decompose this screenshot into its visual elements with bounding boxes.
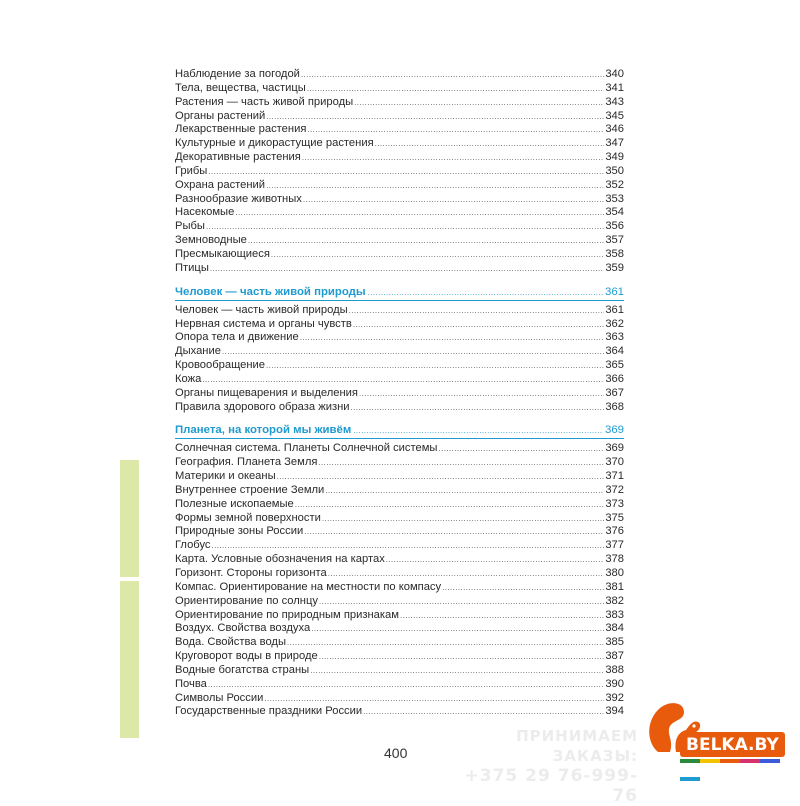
toc-group-1 — [175, 68, 624, 276]
toc-entry-title: Глобус — [175, 539, 211, 552]
toc-entry[interactable] — [175, 151, 624, 165]
toc-entry-page: 366 — [605, 372, 624, 385]
toc-entry-page: 385 — [605, 636, 624, 649]
dot-leader — [304, 525, 604, 539]
dot-leader — [319, 650, 605, 664]
toc-entry-page: 359 — [605, 261, 624, 274]
toc-entry-title: Компас. Ориентирование на местности по компасу — [175, 580, 442, 593]
toc-entry-title: Природные зоны России — [175, 525, 304, 538]
dot-leader — [307, 82, 605, 96]
toc-entry-title: Разнообразие животных — [175, 192, 302, 205]
logo-brand-text: BELKA.BY — [680, 732, 785, 757]
dot-leader — [206, 220, 604, 234]
toc-entry[interactable] — [175, 581, 624, 595]
toc-entry-title: Материки и океаны — [175, 470, 276, 483]
toc-entry-title: География. Планета Земля — [175, 456, 318, 469]
toc-entry[interactable] — [175, 220, 624, 234]
toc-entry[interactable] — [175, 456, 624, 470]
toc-entry-title: Символы России — [175, 691, 264, 704]
dot-leader — [202, 373, 604, 387]
dot-leader — [210, 262, 604, 276]
dot-leader — [266, 359, 604, 373]
logo-stripe — [680, 759, 798, 763]
toc-entry-page: 376 — [605, 525, 624, 538]
toc-entry-page: 346 — [605, 123, 624, 136]
toc-entry[interactable] — [175, 331, 624, 345]
dot-leader — [351, 401, 605, 415]
toc-entry[interactable] — [175, 82, 624, 96]
toc-entry-title: Птицы — [175, 261, 209, 274]
toc-entry-title: Пресмыкающиеся — [175, 247, 270, 260]
dot-leader — [354, 96, 604, 110]
toc-entry[interactable] — [175, 539, 624, 553]
watermark-line-1: ПРИНИМАЕМ ЗАКАЗЫ: — [516, 727, 638, 765]
toc-entry-title: Лекарственные растения — [175, 123, 307, 136]
toc-entry-page: 371 — [605, 470, 624, 483]
toc-entry-title: Почва — [175, 677, 207, 690]
toc-entry-page: 387 — [605, 650, 624, 663]
table-of-contents — [175, 68, 624, 719]
toc-entry[interactable] — [175, 692, 624, 706]
toc-entry[interactable] — [175, 636, 624, 650]
section-page-number: 361 — [604, 285, 624, 298]
toc-entry-page: 362 — [605, 317, 624, 330]
toc-group-2 — [175, 304, 624, 415]
toc-entry-page: 384 — [605, 622, 624, 635]
toc-entry[interactable] — [175, 470, 624, 484]
toc-entry[interactable] — [175, 567, 624, 581]
toc-entry-page: 392 — [605, 691, 624, 704]
toc-entry[interactable] — [175, 622, 624, 636]
dot-leader — [222, 345, 604, 359]
toc-entry[interactable] — [175, 553, 624, 567]
dot-leader — [318, 456, 604, 470]
dot-leader — [328, 567, 605, 581]
toc-entry[interactable] — [175, 650, 624, 664]
toc-entry-page: 363 — [605, 331, 624, 344]
dot-leader — [325, 484, 604, 498]
dot-leader — [438, 442, 604, 456]
toc-entry[interactable] — [175, 68, 624, 82]
toc-entry-title: Насекомые — [175, 206, 235, 219]
toc-entry-title: Органы растений — [175, 109, 266, 122]
toc-entry-page: 347 — [605, 137, 624, 150]
page-number: 400 — [384, 745, 408, 761]
section-title: Человек — часть живой природы — [175, 285, 366, 298]
toc-entry-page: 354 — [605, 206, 624, 219]
toc-entry-page: 383 — [605, 608, 624, 621]
toc-entry-title: Растения — часть живой природы — [175, 95, 354, 108]
toc-entry[interactable] — [175, 304, 624, 318]
dot-leader — [208, 678, 604, 692]
toc-entry-page: 358 — [605, 247, 624, 260]
dot-leader — [349, 304, 605, 318]
toc-entry-title: Ориентирование по природным признакам — [175, 608, 399, 621]
margin-tab-upper — [120, 460, 139, 577]
toc-entry-title: Формы земной поверхности — [175, 511, 321, 524]
toc-entry[interactable] — [175, 387, 624, 401]
toc-entry-page: 372 — [605, 483, 624, 496]
dot-leader — [300, 331, 605, 345]
section-heading-planet[interactable] — [175, 422, 624, 439]
toc-entry-title: Солнечная система. Планеты Солнечной системы — [175, 442, 438, 455]
toc-entry[interactable] — [175, 165, 624, 179]
toc-entry-title: Горизонт. Стороны горизонта — [175, 567, 327, 579]
toc-entry[interactable] — [175, 206, 624, 220]
toc-entry[interactable] — [175, 678, 624, 692]
toc-entry-title: Кровообращение — [175, 359, 266, 372]
toc-entry-title: Государственные праздники России — [175, 705, 363, 718]
section-title: Планета, на которой мы живём — [175, 424, 352, 437]
toc-entry-title: Вода. Свойства воды — [175, 636, 287, 649]
dot-leader — [266, 179, 604, 193]
toc-entry[interactable] — [175, 345, 624, 359]
toc-entry-page: 394 — [605, 705, 624, 718]
toc-entry-title: Внутреннее строение Земли — [175, 483, 325, 496]
toc-entry-page: 375 — [605, 511, 624, 524]
dot-leader — [271, 248, 604, 262]
dot-leader — [287, 636, 604, 650]
dot-leader — [311, 622, 604, 636]
toc-entry-page: 352 — [605, 178, 624, 191]
toc-entry-page: 350 — [605, 164, 624, 177]
toc-entry-title: Наблюдение за погодой — [175, 68, 300, 80]
dot-leader — [386, 553, 605, 567]
toc-entry[interactable] — [175, 705, 624, 719]
toc-entry-page: 367 — [605, 386, 624, 399]
toc-entry[interactable] — [175, 525, 624, 539]
toc-entry-title: Декоративные растения — [175, 151, 301, 164]
toc-entry-page: 377 — [605, 539, 624, 552]
dot-leader — [322, 512, 604, 526]
toc-entry-page: 382 — [605, 594, 624, 607]
toc-entry-title: Тела, вещества, частицы — [175, 81, 306, 94]
dot-leader — [442, 581, 604, 595]
toc-entry-title: Водные богатства страны — [175, 663, 310, 676]
toc-entry[interactable] — [175, 318, 624, 332]
belka-logo[interactable] — [640, 690, 790, 770]
dot-leader — [248, 234, 604, 248]
dot-leader — [307, 123, 604, 137]
toc-entry-title: Кожа — [175, 372, 202, 385]
toc-entry-page: 349 — [605, 151, 624, 164]
toc-entry-page: 381 — [605, 580, 624, 593]
dot-leader — [363, 705, 604, 719]
toc-entry[interactable] — [175, 110, 624, 124]
toc-entry-page: 373 — [605, 497, 624, 510]
toc-entry[interactable] — [175, 498, 624, 512]
toc-entry-page: 390 — [605, 677, 624, 690]
dot-leader — [375, 137, 605, 151]
dot-leader — [368, 285, 603, 301]
watermark-text — [458, 726, 638, 806]
toc-entry-title: Дыхание — [175, 345, 221, 358]
toc-entry[interactable] — [175, 262, 624, 276]
toc-entry[interactable] — [175, 234, 624, 248]
toc-entry[interactable] — [175, 193, 624, 207]
toc-entry[interactable] — [175, 96, 624, 110]
toc-entry-page: 365 — [605, 359, 624, 372]
toc-entry[interactable] — [175, 359, 624, 373]
toc-entry-page: 370 — [605, 456, 624, 469]
toc-entry-title: Ориентирование по солнцу — [175, 594, 318, 607]
toc-entry-title: Воздух. Свойства воздуха — [175, 622, 311, 635]
toc-entry-title: Карта. Условные обозначения на картах — [175, 553, 385, 566]
toc-entry-page: 345 — [605, 109, 624, 122]
toc-entry-page: 357 — [605, 234, 624, 247]
toc-entry[interactable] — [175, 248, 624, 262]
dot-leader — [266, 110, 604, 124]
toc-group-3 — [175, 442, 624, 719]
toc-entry-title: Опора тела и движение — [175, 331, 299, 344]
toc-entry-page: 343 — [605, 95, 624, 108]
toc-entry-title: Правила здорового образа жизни — [175, 400, 350, 413]
dot-leader — [212, 539, 605, 553]
toc-entry[interactable] — [175, 442, 624, 456]
toc-entry-title: Рыбы — [175, 220, 205, 233]
dot-leader — [303, 193, 604, 207]
toc-entry[interactable] — [175, 137, 624, 151]
toc-entry-title: Земноводные — [175, 234, 247, 247]
dot-leader — [208, 165, 604, 179]
toc-entry[interactable] — [175, 123, 624, 137]
toc-entry-page: 378 — [605, 553, 624, 566]
section-page-number: 369 — [604, 424, 624, 437]
dot-leader — [319, 595, 604, 609]
toc-entry-title: Культурные и дикорастущие растения — [175, 137, 374, 150]
toc-entry-title: Грибы — [175, 164, 208, 177]
toc-entry-page: 368 — [605, 400, 624, 413]
toc-entry[interactable] — [175, 664, 624, 678]
toc-entry[interactable] — [175, 401, 624, 415]
dot-leader — [359, 387, 604, 401]
toc-entry[interactable] — [175, 595, 624, 609]
toc-entry-page: 353 — [605, 192, 624, 205]
dot-leader — [310, 664, 604, 678]
dot-leader — [353, 423, 603, 439]
toc-entry[interactable] — [175, 179, 624, 193]
toc-entry-title: Охрана растений — [175, 178, 266, 191]
toc-entry-page: 341 — [605, 81, 624, 94]
dot-leader — [235, 206, 604, 220]
toc-entry-page: 340 — [605, 68, 624, 80]
toc-entry[interactable] — [175, 609, 624, 623]
toc-entry-title: Круговорот воды в природе — [175, 650, 318, 663]
toc-entry[interactable] — [175, 484, 624, 498]
toc-entry[interactable] — [175, 512, 624, 526]
toc-entry-page: 369 — [605, 442, 624, 455]
toc-entry-title: Органы пищеварения и выделения — [175, 386, 358, 399]
dot-leader — [301, 68, 604, 82]
toc-entry-title: Полезные ископаемые — [175, 497, 294, 510]
dot-leader — [277, 470, 605, 484]
toc-entry-page: 388 — [605, 663, 624, 676]
section-heading-human[interactable] — [175, 284, 624, 301]
margin-tab-lower — [120, 581, 139, 738]
toc-entry[interactable] — [175, 373, 624, 387]
toc-entry-page: 380 — [605, 567, 624, 579]
dot-leader — [302, 151, 604, 165]
toc-entry-title: Человек — часть живой природы — [175, 303, 348, 316]
watermark-line-2: +375 29 76-999-76 — [464, 766, 638, 806]
toc-entry-page: 356 — [605, 220, 624, 233]
toc-entry-title: Нервная система и органы чувств — [175, 317, 352, 330]
toc-entry-page: 361 — [605, 303, 624, 316]
dot-leader — [353, 318, 605, 332]
dot-leader — [295, 498, 605, 512]
toc-entry-page: 364 — [605, 345, 624, 358]
dot-leader — [264, 692, 604, 706]
dot-leader — [400, 609, 604, 623]
